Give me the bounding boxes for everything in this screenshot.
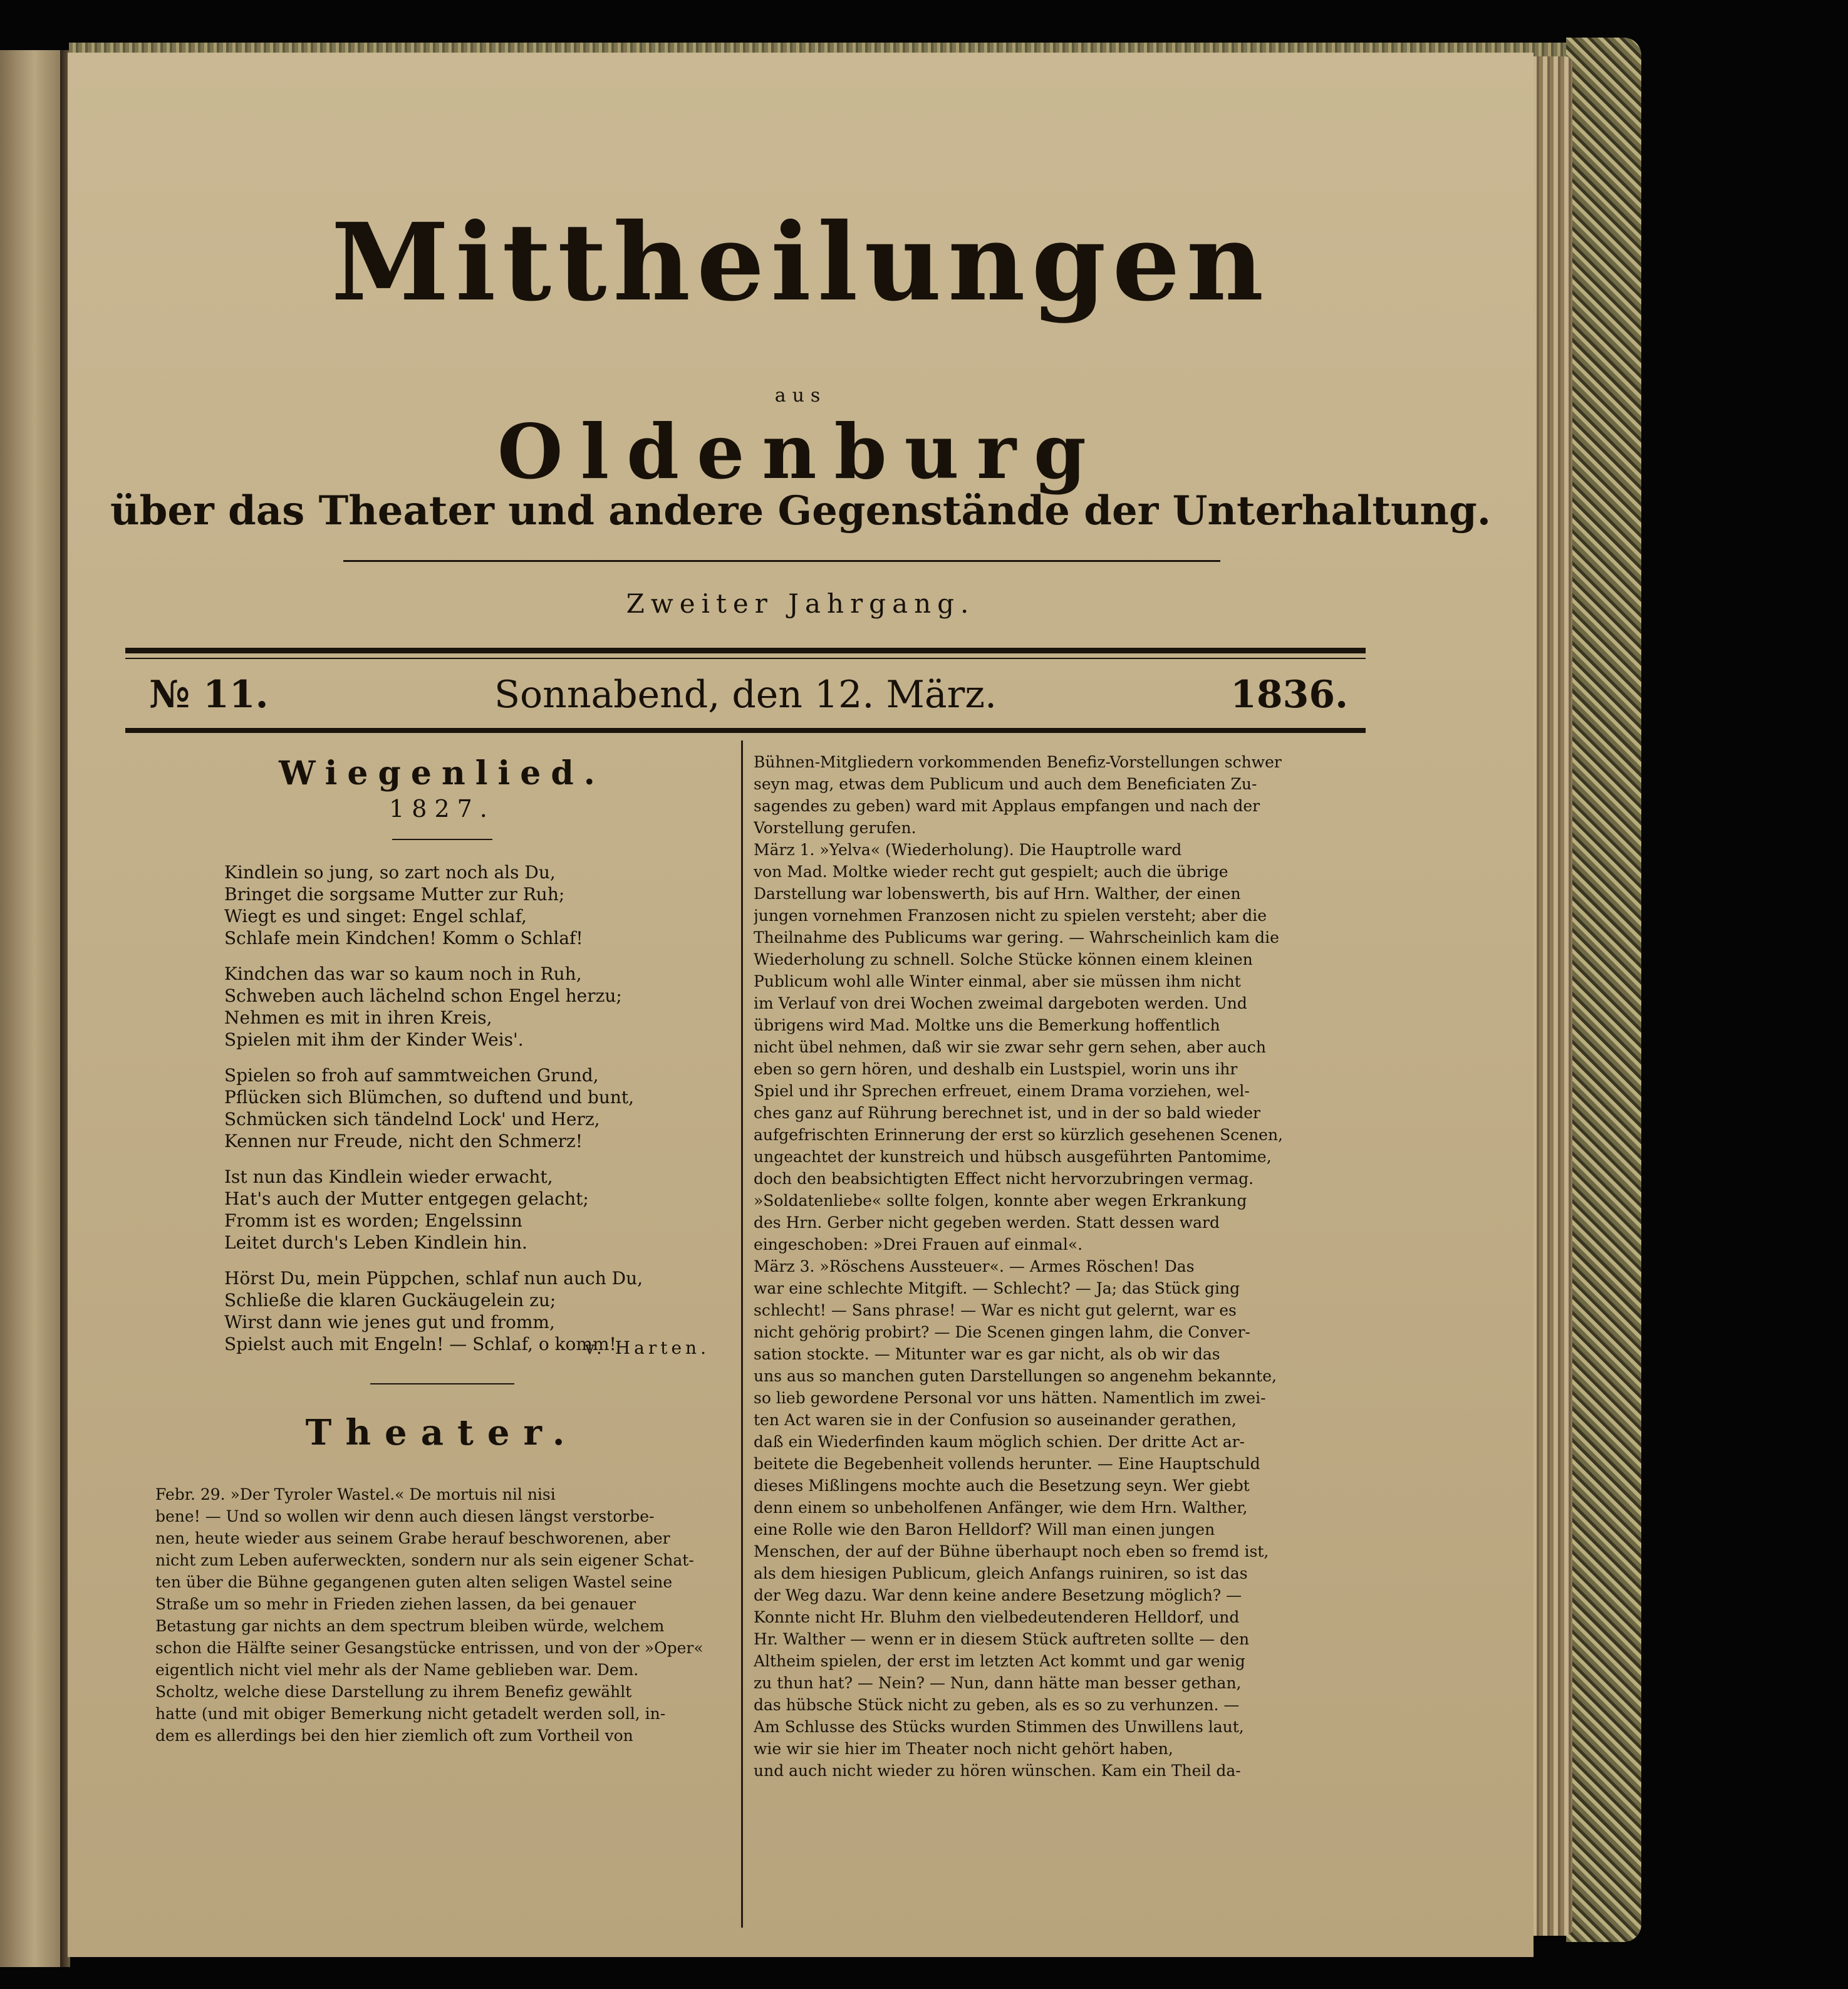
text-line: sation stockte. — Mitunter war es gar nicht, als ob wir das [754,1345,1220,1363]
verse-line: Hörst Du, mein Püppchen, schlaf nun auch Du, [224,1268,643,1289]
text-line: des Hrn. Gerber nicht gegeben werden. Statt dessen ward [754,1213,1220,1232]
verse-line: Wirst dann wie jenes gut und fromm, [224,1312,555,1333]
text-line: Bühnen-Mitgliedern vorkommenden Benefiz-Vorstellungen schwer [754,753,1282,771]
poem-stanza [224,1064,729,1152]
page-stack-edge [1529,56,1572,1936]
text-line: nicht zum Leben auferweckten, sondern nur als sein eigener Schat- [155,1551,694,1570]
verse-line: Fromm ist es worden; Engelssinn [224,1210,522,1232]
verse-line: Wiegt es und singet: Engel schlaf, [224,906,527,927]
text-line: nicht übel nehmen, daß wir sie zwar sehr gern sehen, aber auch [754,1038,1266,1056]
text-line: eigentlich nicht viel mehr als der Name geblieben war. Dem. [155,1661,639,1680]
verse-line: Hat's auch der Mutter entgegen gelacht; [224,1188,589,1210]
poem-stanza [224,861,729,949]
text-line: Publicum wohl alle Winter einmal, aber sie müssen ihm nicht [754,972,1241,990]
verse-line: Leitet durch's Leben Kindlein hin. [224,1232,527,1254]
verse-line: Schließe die klaren Guckäugelein zu; [224,1290,556,1311]
text-line: zu thun hat? — Nein? — Nun, dann hätte man besser gethan, [754,1674,1242,1692]
text-line: März 3. »Röschens Aussteuer«. — Armes Röschen! Das [754,1257,1195,1275]
issue-number: № 11. [149,673,269,717]
verse-line: Bringet die sorgsame Mutter zur Ruh; [224,884,565,905]
verse-line: Kennen nur Freude, nicht den Schmerz! [224,1131,583,1152]
poem-year: 1827. [389,795,495,823]
poem-stanza [224,963,729,1051]
text-line: März 1. »Yelva« (Wiederholung). Die Hauptrolle ward [754,841,1182,859]
text-line: im Verlauf von drei Wochen zweimal dargeboten werden. Und [754,994,1247,1012]
verse-line: Schweben auch lächelnd schon Engel herzu; [224,985,622,1007]
text-line: wie wir sie hier im Theater noch nicht gehört haben, [754,1740,1173,1758]
poem-title: Wiegenlied. [279,754,605,792]
text-line: und auch nicht wieder zu hören wünschen. Kam ein Theil da- [754,1762,1241,1780]
text-line: sagendes zu geben) ward mit Applaus empfangen und nach der [754,797,1260,815]
text-line: Scholtz, welche diese Darstellung zu ihrem Benefiz gewählt [155,1683,632,1701]
text-line: Betastung gar nichts an dem spectrum bleiben würde, welchem [155,1617,665,1636]
text-line: jungen vornehmen Franzosen nicht zu spielen versteht; aber die [754,906,1267,925]
text-line: Straße um so mehr in Frieden ziehen lassen, da bei genauer [155,1595,636,1614]
text-line: das hübsche Stück nicht zu geben, als es so zu verhunzen. — [754,1696,1240,1714]
text-line: Febr. 29. »Der Tyroler Wastel.« De mortuis nil nisi [155,1485,556,1504]
verse-line: Nehmen es mit in ihren Kreis, [224,1007,492,1029]
masthead-subtitle: über das Theater und andere Gegenstände der Unterhaltung. [110,487,1491,534]
section-rule [370,1383,514,1384]
verse-line: Spielen mit ihm der Kinder Weis'. [224,1029,524,1051]
text-line: nen, heute wieder aus seinem Grabe herauf beschworenen, aber [155,1529,670,1548]
header-rule-thin [125,658,1366,659]
text-line: eine Rolle wie den Baron Helldorf? Will man einen jungen [754,1520,1215,1539]
verse-line: Spielst auch mit Engeln! — Schlaf, o komm! [224,1334,616,1355]
text-line: war eine schlechte Mitgift. — Schlecht? — Ja; das Stück ging [754,1279,1240,1297]
text-line: Menschen, der auf der Bühne überhaupt noch eben so fremd ist, [754,1542,1269,1561]
verse-line: Spielen so froh auf sammtweichen Grund, [224,1065,599,1086]
text-line: Theilnahme des Publicums war gering. — Wahrscheinlich kam die [754,928,1279,947]
text-line: »Soldatenliebe« sollte folgen, konnte aber wegen Erkrankung [754,1192,1247,1210]
text-line: von Mad. Moltke wieder recht gut gespielt; auch die übrige [754,863,1228,881]
text-line: ungeachtet der kunstreich und hübsch ausgeführten Pantomime, [754,1148,1272,1166]
issue-line [125,673,1366,723]
column-divider [741,740,743,1928]
verse-line: Pflücken sich Blümchen, so duftend und bunt, [224,1087,635,1108]
poem-stanza [224,1166,729,1254]
text-line: Darstellung war lobenswerth, bis auf Hrn. Walther, der einen [754,885,1241,903]
text-line: beitete die Begebenheit vollends herunter. — Eine Hauptschuld [754,1455,1260,1473]
text-line: hatte (und mit obiger Bemerkung nicht getadelt werden soll, in- [155,1705,666,1723]
text-line: bene! — Und so wollen wir denn auch diesen längst verstorbe- [155,1507,655,1526]
text-line: Altheim spielen, der erst im letzten Act kommt und gar wenig [754,1652,1245,1670]
verse-line: Kindlein so jung, so zart noch als Du, [224,862,556,883]
left-page-edge [0,50,63,1967]
text-line: seyn mag, etwas dem Publicum und auch dem Beneficiaten Zu- [754,775,1257,793]
text-line: schon die Hälfte seiner Gesangstücke entrissen, und von der »Oper« [155,1639,703,1658]
text-line: so lieb gewordene Personal vor uns hätten. Namentlich im zwei- [754,1389,1266,1407]
masthead-rule [343,560,1220,562]
text-line: nicht gehörig probirt? — Die Scenen gingen lahm, die Conver- [754,1323,1250,1341]
poem-rule [392,839,492,840]
text-line: dem es allerdings bei den hier ziemlich oft zum Vortheil von [155,1727,633,1745]
text-line: der Weg dazu. War denn keine andere Besetzung möglich? — [754,1586,1242,1604]
masthead-title: Mittheilungen [331,200,1270,325]
verse-line: Ist nun das Kindlein wieder erwacht, [224,1166,553,1188]
text-line: aufgefrischten Erinnerung der erst so kürzlich gesehenen Scenen, [754,1126,1284,1144]
text-line: übrigens wird Mad. Moltke uns die Bemerkung hoffentlich [754,1016,1220,1034]
issue-year: 1836. [1230,673,1348,717]
verse-line: Kindchen das war so kaum noch in Ruh, [224,963,582,985]
text-line: Konnte nicht Hr. Bluhm den vielbedeutenderen Helldorf, und [754,1608,1240,1626]
left-column [155,742,729,1747]
issue-date: Sonnabend, den 12. März. [494,673,997,717]
text-line: Am Schlusse des Stücks wurden Stimmen des Unwillens laut, [754,1718,1244,1736]
book-cover-edge [1566,38,1641,1942]
text-line: ten Act waren sie in der Confusion so auseinander gerathen, [754,1411,1237,1429]
volume-label: Zweiter Jahrgang. [626,588,975,619]
text-line: Hr. Walther — wenn er in diesem Stück auftreten sollte — den [754,1630,1250,1648]
text-line: dieses Mißlingens mochte auch die Besetzung seyn. Wer giebt [754,1477,1250,1495]
verse-line: Schmücken sich tändelnd Lock' und Herz, [224,1109,600,1130]
text-line: Spiel und ihr Sprechen erfreuet, einem Drama vorziehen, wel- [754,1082,1250,1100]
text-line: ten über die Bühne gegangenen guten alten seligen Wastel seine [155,1573,673,1592]
text-line: Vorstellung gerufen. [754,819,916,837]
text-line: Wiederholung zu schnell. Solche Stücke können einem kleinen [754,950,1253,969]
text-line: eben so gern hören, und deshalb ein Lustspiel, worin uns ihr [754,1060,1238,1078]
text-line: uns aus so manchen guten Darstellungen so angenehm bekannte, [754,1367,1277,1385]
text-line: schlecht! — Sans phrase! — War es nicht gut gelernt, war es [754,1301,1237,1319]
text-line: eingeschoben: »Drei Frauen auf einmal«. [754,1235,1083,1254]
text-line: doch den beabsichtigten Effect nicht hervorzubringen vermag. [754,1170,1254,1188]
text-line: daß ein Wiederfinden kaum möglich schien. Der dritte Act ar- [754,1433,1245,1451]
right-column [754,751,1374,1782]
text-line: als dem hiesigen Publicum, gleich Anfangs ruiniren, so ist das [754,1564,1248,1582]
header-rule-bottom [125,728,1366,733]
text-line: ches ganz auf Rührung berechnet ist, und in der so bald wieder [754,1104,1260,1122]
masthead-aus: aus [774,385,827,407]
poem-author: v. Harten. [584,1337,710,1359]
text-line: denn einem so unbeholfenen Anfänger, wie dem Hrn. Walther, [754,1498,1248,1517]
theater-text-left [155,1483,729,1747]
section-heading-theater: Theater. [305,1412,579,1454]
newspaper-page [68,53,1534,1957]
verse-line: Schlafe mein Kindchen! Komm o Schlaf! [224,928,583,949]
header-rule-top [125,648,1366,653]
masthead-city: Oldenburg [497,408,1104,496]
